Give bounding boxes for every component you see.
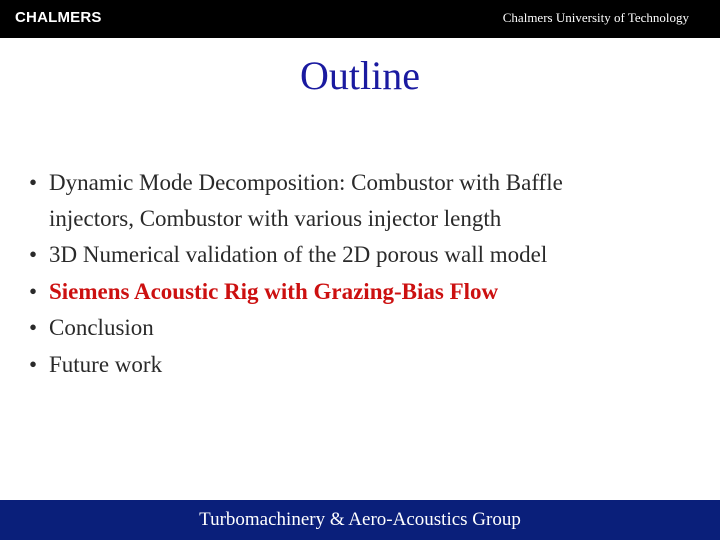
- slide-title: Outline: [300, 53, 420, 98]
- list-item: [30, 237, 690, 274]
- bullet-marker: •: [29, 351, 38, 377]
- list-item-text-line2: injectors, Combustor with various injector length: [49, 206, 502, 231]
- list-item-highlighted: [30, 274, 690, 311]
- bullet-marker: •: [29, 170, 38, 195]
- list-item: [30, 310, 690, 347]
- list-item-text: Conclusion: [49, 315, 154, 340]
- footer-group-name: Turbomachinery & Aero-Acoustics Group: [199, 509, 521, 530]
- institution-name: Chalmers University of Technology: [502, 10, 689, 25]
- list-item: [30, 165, 690, 237]
- list-item-text-line1: Dynamic Mode Decomposition: Combustor with Baffle: [49, 170, 563, 195]
- list-item: [30, 347, 690, 384]
- bullet-marker: •: [29, 242, 38, 267]
- outline-list: [30, 165, 690, 383]
- bullet-marker: •: [29, 278, 38, 304]
- header-bar: [0, 0, 720, 38]
- bullet-marker: •: [29, 315, 38, 340]
- list-item-text: Future work: [49, 351, 163, 377]
- chalmers-logo: CHALMERS: [15, 9, 102, 26]
- list-item-text: Siemens Acoustic Rig with Grazing-Bias Flow: [49, 278, 499, 304]
- list-item-text: 3D Numerical validation of the 2D porous wall model: [49, 242, 548, 267]
